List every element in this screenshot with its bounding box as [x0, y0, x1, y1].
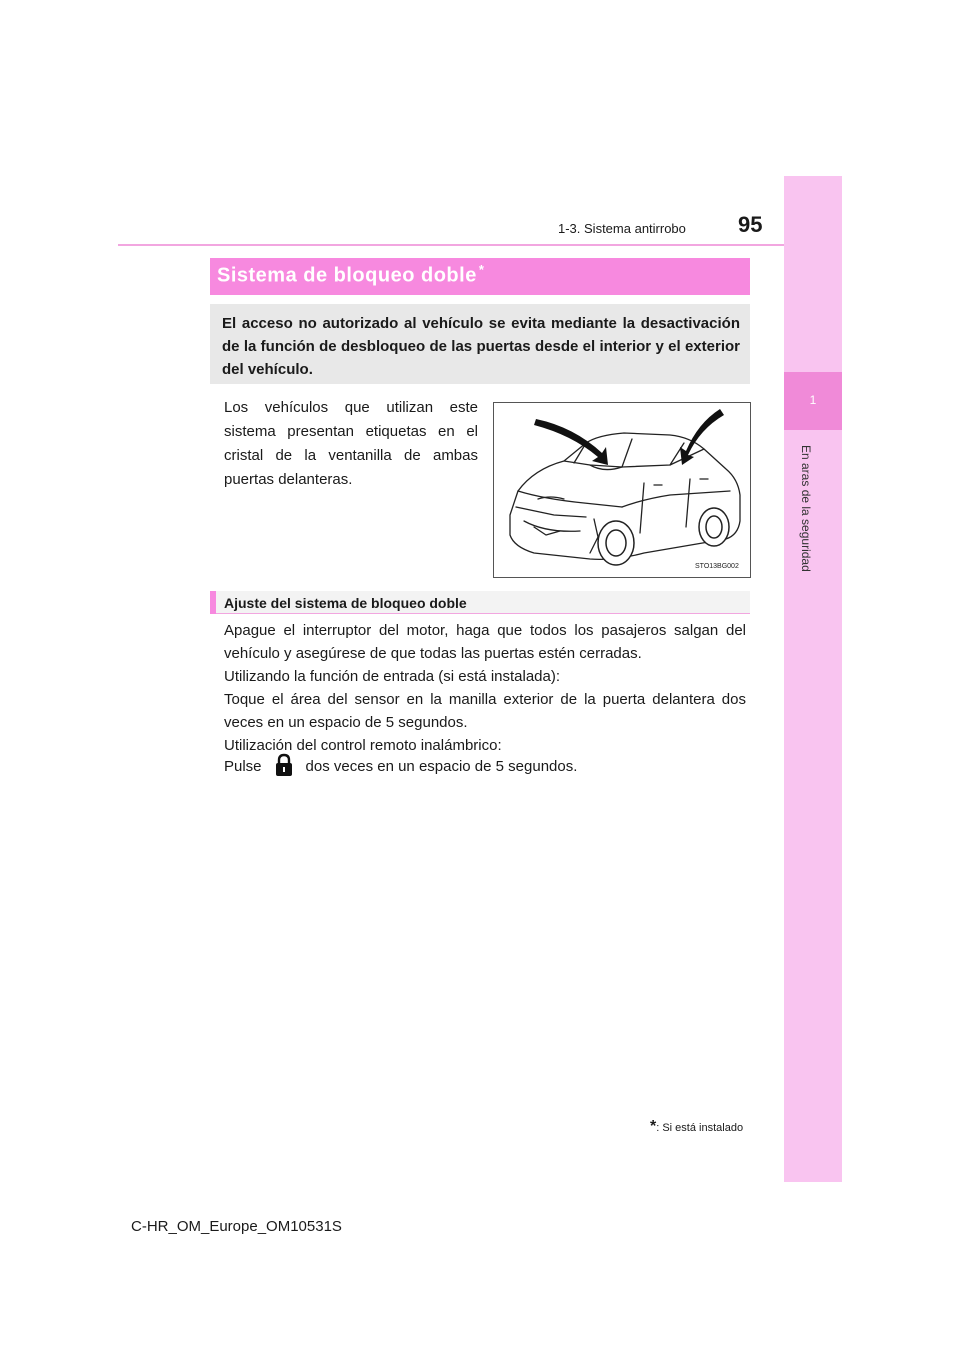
remote-control-heading: Utilización del control remoto inalámbrico:	[224, 737, 502, 754]
document-code-footer: C-HR_OM_Europe_OM10531S	[131, 1218, 342, 1235]
page-title	[217, 262, 484, 288]
subsection-accent	[210, 591, 216, 614]
lock-icon	[272, 753, 296, 777]
section-reference: 1-3. Sistema antirrobo	[558, 221, 686, 236]
summary-text: El acceso no autorizado al vehículo se evita mediante la desactivación de la función de desbloqueo de las puertas desde el interior y el exterior del vehículo.	[222, 315, 740, 378]
footnote-text: : Si está instalado	[656, 1122, 744, 1134]
entry-function-heading: Utilizando la función de entrada (si está instalada):	[224, 668, 561, 685]
car-illustration-svg	[494, 403, 750, 577]
press-prefix: Pulse	[224, 758, 262, 775]
header-divider	[118, 244, 784, 246]
car-illustration	[493, 402, 751, 578]
press-suffix: dos veces en un espacio de 5 segundos.	[305, 758, 578, 775]
footnote	[650, 1118, 743, 1136]
page-number: 95	[738, 212, 763, 237]
subsection-title: Ajuste del sistema de bloqueo doble	[224, 595, 467, 611]
entry-function-instruction: Toque el área del sensor en la manilla exterior de la puerta delantera dos veces en un espacio de 5 segundos.	[224, 691, 746, 731]
intro-paragraph: Los vehículos que utilizan este sistema presentan etiquetas en el cristal de la ventanilla de ambas puertas delanteras.	[224, 399, 478, 488]
remote-control-instruction	[224, 752, 746, 782]
title-asterisk: *	[478, 262, 485, 277]
chapter-title: En aras de la seguridad	[799, 445, 813, 572]
side-tab	[784, 176, 842, 1182]
page-title-text: Sistema de bloqueo doble	[217, 264, 477, 287]
figure-code: STO13BG002	[695, 563, 739, 570]
chapter-number: 1	[809, 393, 817, 407]
instruction-paragraph: Apague el interruptor del motor, haga que todos los pasajeros salgan del vehículo y asegúrese de que todas las puertas estén cerradas.	[224, 622, 746, 662]
footnote-asterisk: *	[650, 1118, 657, 1135]
